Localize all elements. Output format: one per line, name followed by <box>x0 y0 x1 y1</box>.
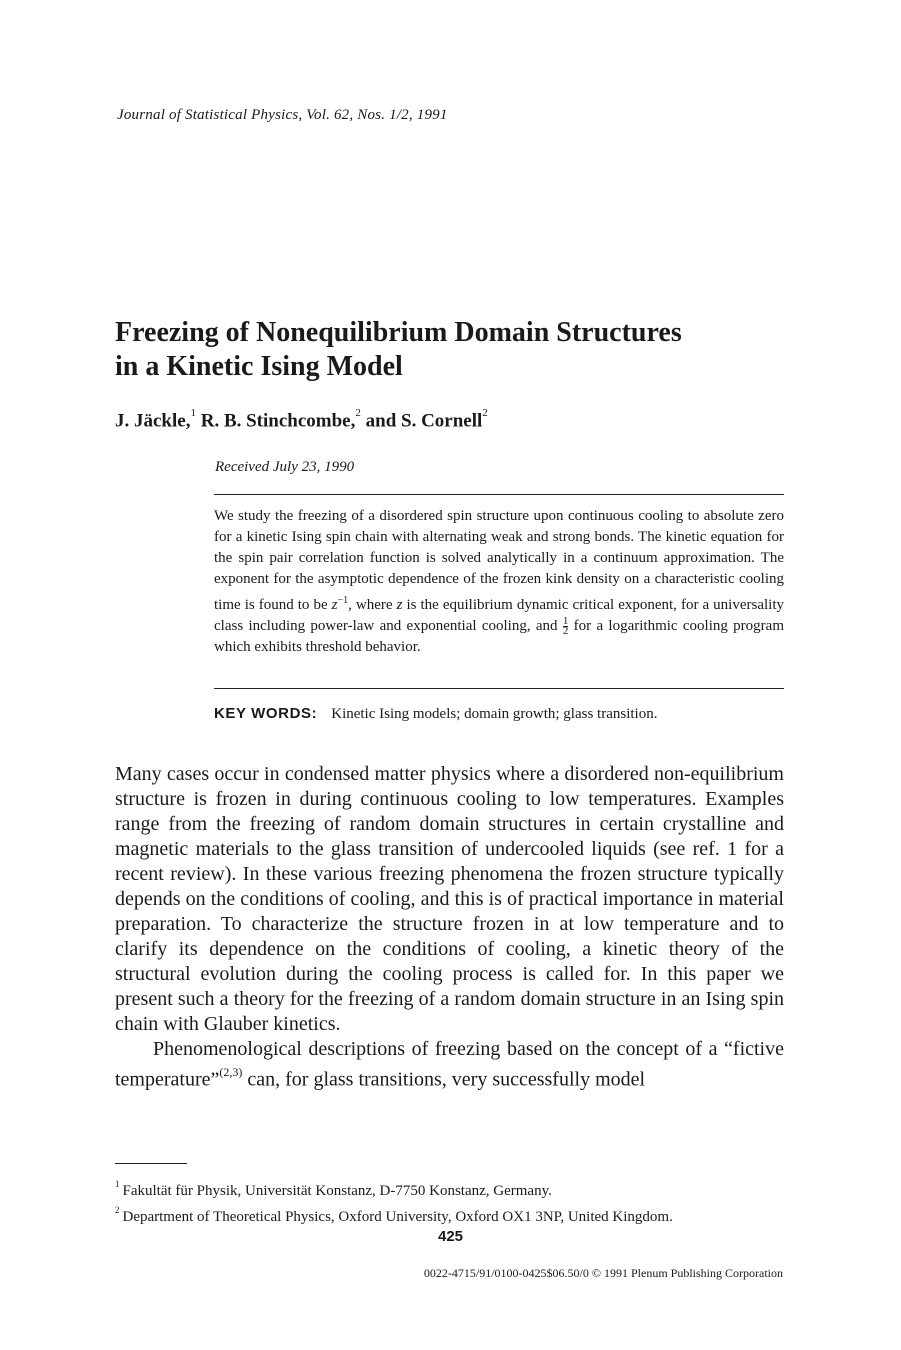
author-1-affiliation: 1 <box>190 407 196 419</box>
journal-header: Journal of Statistical Physics, Vol. 62, Nos. 1/2, 1991 <box>117 107 448 123</box>
footnote-1-mark: 1 <box>115 1179 120 1189</box>
author-list <box>115 407 488 432</box>
abstract-text-2: , where <box>348 597 397 613</box>
paragraph-2-text-b: can, for glass transitions, very successfully model <box>242 1068 646 1091</box>
received-date: Received July 23, 1990 <box>215 459 355 475</box>
author-2-affiliation: 2 <box>355 407 361 419</box>
footnote-2-mark: 2 <box>115 1205 120 1215</box>
author-1: J. Jäckle, <box>115 410 191 432</box>
author-3: and S. Cornell <box>365 410 483 432</box>
abstract-z-exponent: −1 <box>337 595 349 606</box>
footnotes <box>115 1176 784 1228</box>
keywords <box>214 705 784 723</box>
page-number: 425 <box>437 1228 464 1245</box>
abstract-text-4: for a logarithmic cooling program which exhibits threshold behavior. <box>214 618 784 655</box>
abstract-text-1: We study the freezing of a disordered spin structure upon continuous cooling to absolute zero for a kinetic Ising spin chain with alternating weak and strong bonds. The kinetic equation for the spin pair correlation function is solved analytically in a continuum approximation. The exponent for the asymptotic dependence of the frozen kink density on a characteristic cooling time is found to be <box>214 508 784 613</box>
body-text <box>115 762 784 1093</box>
author-2: R. B. Stinchcombe, <box>200 410 356 432</box>
paragraph-1: Many cases occur in condensed matter physics where a disordered non-equilibrium structure is frozen in during continuous cooling to low temperatures. Examples range from the freezing of random domain structures in certain crystalline and magnetic materials to the glass transition of undercooled liquids (see ref. 1 for a recent review). In these various freezing phenomena the frozen structure typically depends on the conditions of cooling, and this is of practical importance in material preparation. To characterize the structure frozen in at low temperature and to clarify its dependence on the conditions of cooling, a kinetic theory of the structural evolution during the cooling process is called for. In this paper we present such a theory for the freezing of a random domain structure in an Ising spin chain with Glauber kinetics. <box>115 763 784 1035</box>
title-line-2: in a Kinetic Ising Model <box>115 351 403 382</box>
abstract <box>214 506 784 658</box>
footnote-rule <box>115 1163 187 1164</box>
abstract-z-var: z <box>396 597 403 613</box>
footnote-2 <box>115 1202 784 1228</box>
copyright-line: 0022-4715/91/0100-0425$06.50/0 © 1991 Plenum Publishing Corporation <box>423 1266 783 1280</box>
abstract-top-rule <box>214 494 784 495</box>
author-3-affiliation: 2 <box>482 407 488 419</box>
footnote-2-text: Department of Theoretical Physics, Oxford University, Oxford OX1 3NP, United Kingdom. <box>122 1209 673 1225</box>
abstract-text-3: is the equilibrium dynamic critical exponent, for a universality class including power-law and exponential cooling, and <box>214 597 784 634</box>
abstract-bottom-rule <box>214 688 784 689</box>
keywords-text: Kinetic Ising models; domain growth; glass transition. <box>331 706 658 722</box>
keywords-label: KEY WORDS: <box>214 705 318 722</box>
paragraph-2 <box>115 1037 784 1093</box>
article-title <box>115 316 815 384</box>
abstract-z-base: z <box>331 597 338 613</box>
fraction-denominator: 2 <box>562 625 569 638</box>
footnote-1 <box>115 1176 784 1202</box>
title-line-1: Freezing of Nonequilibrium Domain Structures <box>115 317 682 348</box>
paragraph-2-text-a: Phenomenological descriptions of freezing based on the concept of a “fictive temperature” <box>115 1038 784 1091</box>
fraction-numerator: 1 <box>562 615 569 628</box>
citation-ref: (2,3) <box>219 1065 243 1079</box>
footnote-1-text: Fakultät für Physik, Universität Konstanz, D-7750 Konstanz, Germany. <box>122 1183 552 1199</box>
